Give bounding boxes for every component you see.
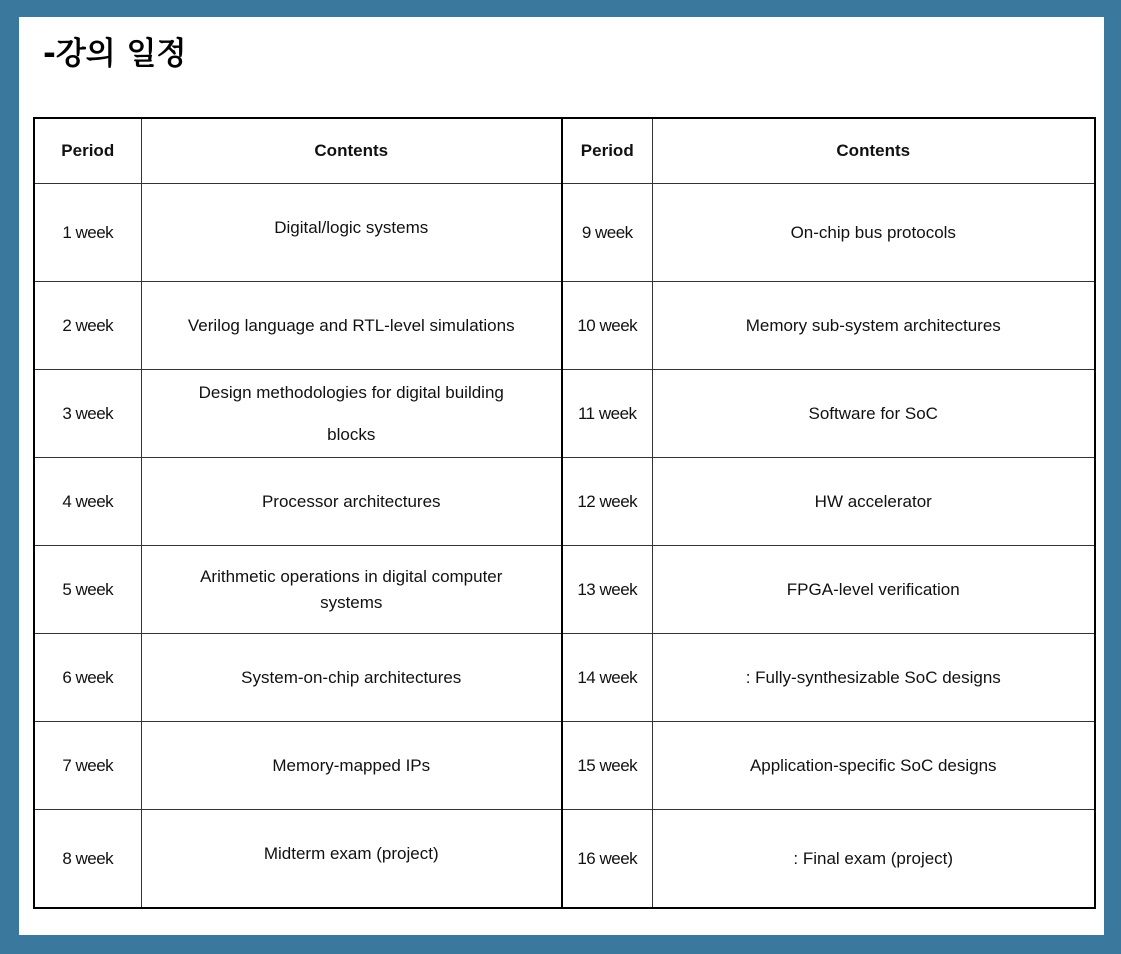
contents-cell: Midterm exam (project) <box>141 810 562 909</box>
period-cell: 9 week <box>562 184 652 282</box>
contents-cell: : Final exam (project) <box>652 810 1095 909</box>
table-row <box>34 370 1095 458</box>
period-cell: 12 week <box>562 458 652 546</box>
contents-cell: Software for SoC <box>652 370 1095 458</box>
table-row <box>34 282 1095 370</box>
period-cell: 11 week <box>562 370 652 458</box>
period-cell: 6 week <box>34 634 141 722</box>
table-row <box>34 722 1095 810</box>
contents-cell: Application-specific SoC designs <box>652 722 1095 810</box>
header-contents-left: Contents <box>141 118 562 184</box>
period-cell: 3 week <box>34 370 141 458</box>
contents-cell: Digital/logic systems <box>141 184 562 282</box>
period-cell: 10 week <box>562 282 652 370</box>
table-row <box>34 810 1095 909</box>
period-cell: 1 week <box>34 184 141 282</box>
contents-cell: System-on-chip architectures <box>141 634 562 722</box>
table-row <box>34 184 1095 282</box>
slide-page <box>19 17 1104 935</box>
header-period-right: Period <box>562 118 652 184</box>
contents-cell: Memory-mapped IPs <box>141 722 562 810</box>
period-cell: 16 week <box>562 810 652 909</box>
period-cell: 13 week <box>562 546 652 634</box>
contents-cell: Memory sub-system architectures <box>652 282 1095 370</box>
header-period-left: Period <box>34 118 141 184</box>
contents-cell: FPGA-level verification <box>652 546 1095 634</box>
contents-cell: Arithmetic operations in digital computer systems <box>141 546 562 634</box>
contents-cell: Processor architectures <box>141 458 562 546</box>
contents-cell: Design methodologies for digital building blocks <box>141 370 562 458</box>
period-cell: 7 week <box>34 722 141 810</box>
table-row <box>34 458 1095 546</box>
header-row <box>34 118 1095 184</box>
period-cell: 4 week <box>34 458 141 546</box>
table-row <box>34 634 1095 722</box>
page-title: -강의 일정 <box>43 36 187 72</box>
contents-cell: : Fully-synthesizable SoC designs <box>652 634 1095 722</box>
contents-cell: On-chip bus protocols <box>652 184 1095 282</box>
contents-cell: Verilog language and RTL-level simulations <box>141 282 562 370</box>
contents-cell: HW accelerator <box>652 458 1095 546</box>
period-cell: 5 week <box>34 546 141 634</box>
period-cell: 15 week <box>562 722 652 810</box>
period-cell: 8 week <box>34 810 141 909</box>
period-cell: 2 week <box>34 282 141 370</box>
header-contents-right: Contents <box>652 118 1095 184</box>
period-cell: 14 week <box>562 634 652 722</box>
schedule-table <box>33 117 1096 909</box>
table-row <box>34 546 1095 634</box>
